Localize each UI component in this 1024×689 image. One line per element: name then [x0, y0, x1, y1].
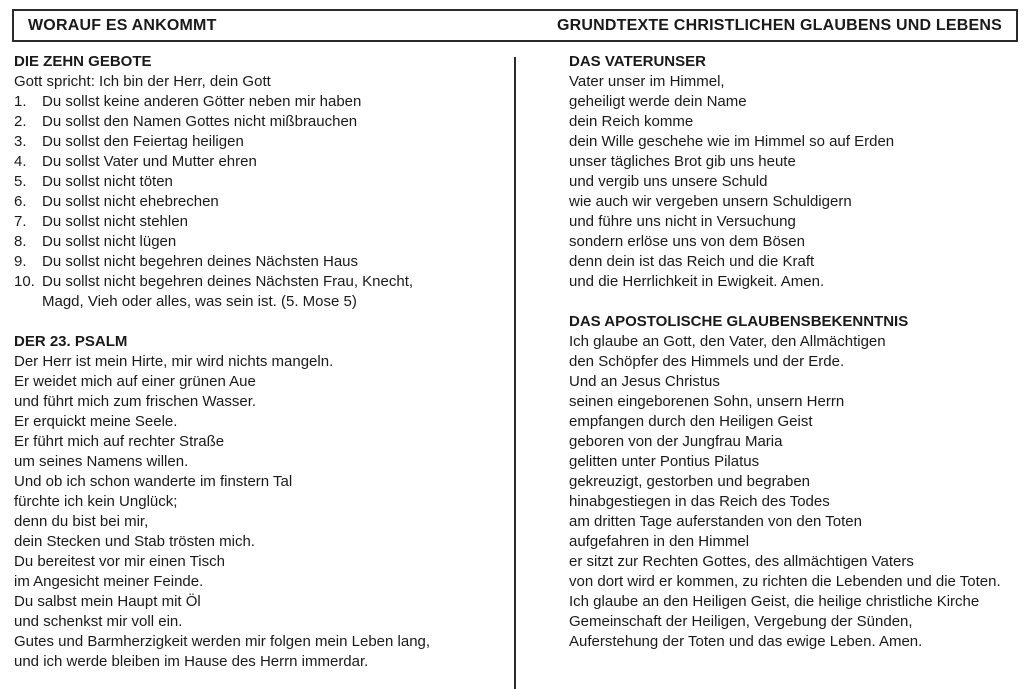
commandment-text: Du sollst den Feiertag heiligen — [42, 133, 244, 150]
section-title-lords-prayer: DAS VATERUNSER — [569, 53, 706, 70]
text-line: denn du bist bei mir, — [14, 513, 149, 530]
text-line: Und ob ich schon wanderte im finstern Tal — [14, 473, 293, 490]
page-header — [12, 9, 1018, 42]
text-line: Gemeinschaft der Heiligen, Vergebung der Sünden, — [569, 613, 913, 630]
commandment-text: Du sollst nicht ehebrechen — [42, 193, 219, 210]
text-line: Ich glaube an Gott, den Vater, den Allmächtigen — [569, 333, 886, 350]
commandment-number: 4. — [14, 153, 27, 170]
psalm-lines — [14, 352, 508, 672]
right-column — [569, 52, 1021, 652]
commandment-number: 9. — [14, 253, 27, 270]
commandment-number: 2. — [14, 113, 27, 130]
commandment-number: 1. — [14, 93, 27, 110]
commandment-item — [14, 92, 508, 112]
commandment-item — [14, 192, 508, 212]
text-line: Der Herr ist mein Hirte, mir wird nichts mangeln. — [14, 353, 334, 370]
commandment-item — [14, 112, 508, 132]
commandment-item — [14, 272, 508, 312]
commandment-number: 10. — [14, 273, 35, 290]
left-column — [14, 52, 508, 672]
text-line: am dritten Tage auferstanden von den Toten — [569, 513, 862, 530]
text-line: gekreuzigt, gestorben und begraben — [569, 473, 811, 490]
text-line: hinabgestiegen in das Reich des Todes — [569, 493, 830, 510]
text-line: Er erquickt meine Seele. — [14, 413, 178, 430]
text-line: geheiligt werde dein Name — [569, 93, 747, 110]
commandment-text: Du sollst Vater und Mutter ehren — [42, 153, 257, 170]
text-line: empfangen durch den Heiligen Geist — [569, 413, 813, 430]
text-line: und vergib uns unsere Schuld — [569, 173, 768, 190]
text-line: dein Stecken und Stab trösten mich. — [14, 533, 255, 550]
text-line: Er führt mich auf rechter Straße — [14, 433, 225, 450]
commandment-item — [14, 132, 508, 152]
text-line: Er weidet mich auf einer grünen Aue — [14, 373, 256, 390]
text-line: Vater unser im Himmel, — [569, 73, 725, 90]
text-line: geboren von der Jungfrau Maria — [569, 433, 783, 450]
text-line: und ich werde bleiben im Hause des Herrn immerdar. — [14, 653, 369, 670]
commandment-item — [14, 152, 508, 172]
text-line: wie auch wir vergeben unsern Schuldigern — [569, 193, 852, 210]
header-left-title: WORAUF ES ANKOMMT — [28, 16, 217, 34]
text-line: Du salbst mein Haupt mit Öl — [14, 593, 201, 610]
text-line: und führt mich zum frischen Wasser. — [14, 393, 257, 410]
text-line: um seines Namens willen. — [14, 453, 189, 470]
column-divider — [514, 57, 516, 689]
text-line: denn dein ist das Reich und die Kraft — [569, 253, 815, 270]
commandment-text: Du sollst den Namen Gottes nicht mißbrauchen — [42, 113, 358, 130]
section-title-ten-commandments: DIE ZEHN GEBOTE — [14, 53, 152, 70]
header-right-title: GRUNDTEXTE CHRISTLICHEN GLAUBENS UND LEBENS — [556, 16, 1002, 34]
commandment-number: 8. — [14, 233, 27, 250]
text-line: Und an Jesus Christus — [569, 373, 720, 390]
commandment-text: Du sollst nicht begehren deines Nächsten Haus — [42, 253, 359, 270]
text-line: Ich glaube an den Heiligen Geist, die heilige christliche Kirche — [569, 593, 980, 610]
text-line: unser tägliches Brot gib uns heute — [569, 153, 796, 170]
commandment-text: Du sollst nicht lügen — [42, 233, 177, 250]
commandment-item — [14, 212, 508, 232]
text-line: fürchte ich kein Unglück; — [14, 493, 178, 510]
text-line: er sitzt zur Rechten Gottes, des allmächtigen Vaters — [569, 553, 914, 570]
text-line: Auferstehung der Toten und das ewige Leben. Amen. — [569, 633, 923, 650]
commandment-text: Du sollst nicht töten — [42, 173, 173, 190]
section-title-apostles-creed: DAS APOSTOLISCHE GLAUBENSBEKENNTNIS — [569, 313, 909, 330]
text-line: sondern erlöse uns von dem Bösen — [569, 233, 805, 250]
commandment-item — [14, 172, 508, 192]
text-line: aufgefahren in den Himmel — [569, 533, 750, 550]
commandment-text: Du sollst nicht begehren deines Nächsten Frau, Knecht, Magd, Vieh oder alles, was sein ist. (5. Mose 5) — [42, 273, 414, 310]
text-line: im Angesicht meiner Feinde. — [14, 573, 204, 590]
commandment-number: 5. — [14, 173, 27, 190]
commandment-number: 3. — [14, 133, 27, 150]
text-line: und führe uns nicht in Versuchung — [569, 213, 796, 230]
text-line: dein Wille geschehe wie im Himmel so auf Erden — [569, 133, 895, 150]
text-line: und die Herrlichkeit in Ewigkeit. Amen. — [569, 273, 825, 290]
commandments-list — [14, 92, 508, 312]
commandment-item — [14, 232, 508, 252]
lords-prayer-lines — [569, 72, 1021, 292]
creed-lines — [569, 332, 1021, 652]
commandments-intro: Gott spricht: Ich bin der Herr, dein Gott — [14, 73, 271, 90]
commandment-item — [14, 252, 508, 272]
commandment-text: Du sollst nicht stehlen — [42, 213, 188, 230]
text-line: den Schöpfer des Himmels und der Erde. — [569, 353, 845, 370]
text-line: von dort wird er kommen, zu richten die Lebenden und die Toten. — [569, 573, 1001, 590]
text-line: Gutes und Barmherzigkeit werden mir folgen mein Leben lang, — [14, 633, 431, 650]
commandment-number: 7. — [14, 213, 27, 230]
text-line: gelitten unter Pontius Pilatus — [569, 453, 760, 470]
text-line: Du bereitest vor mir einen Tisch — [14, 553, 225, 570]
text-line: dein Reich komme — [569, 113, 694, 130]
text-line: seinen eingeborenen Sohn, unsern Herrn — [569, 393, 845, 410]
section-title-psalm-23: DER 23. PSALM — [14, 333, 128, 350]
text-line: und schenkst mir voll ein. — [14, 613, 183, 630]
commandment-number: 6. — [14, 193, 27, 210]
commandment-text: Du sollst keine anderen Götter neben mir haben — [42, 93, 362, 110]
